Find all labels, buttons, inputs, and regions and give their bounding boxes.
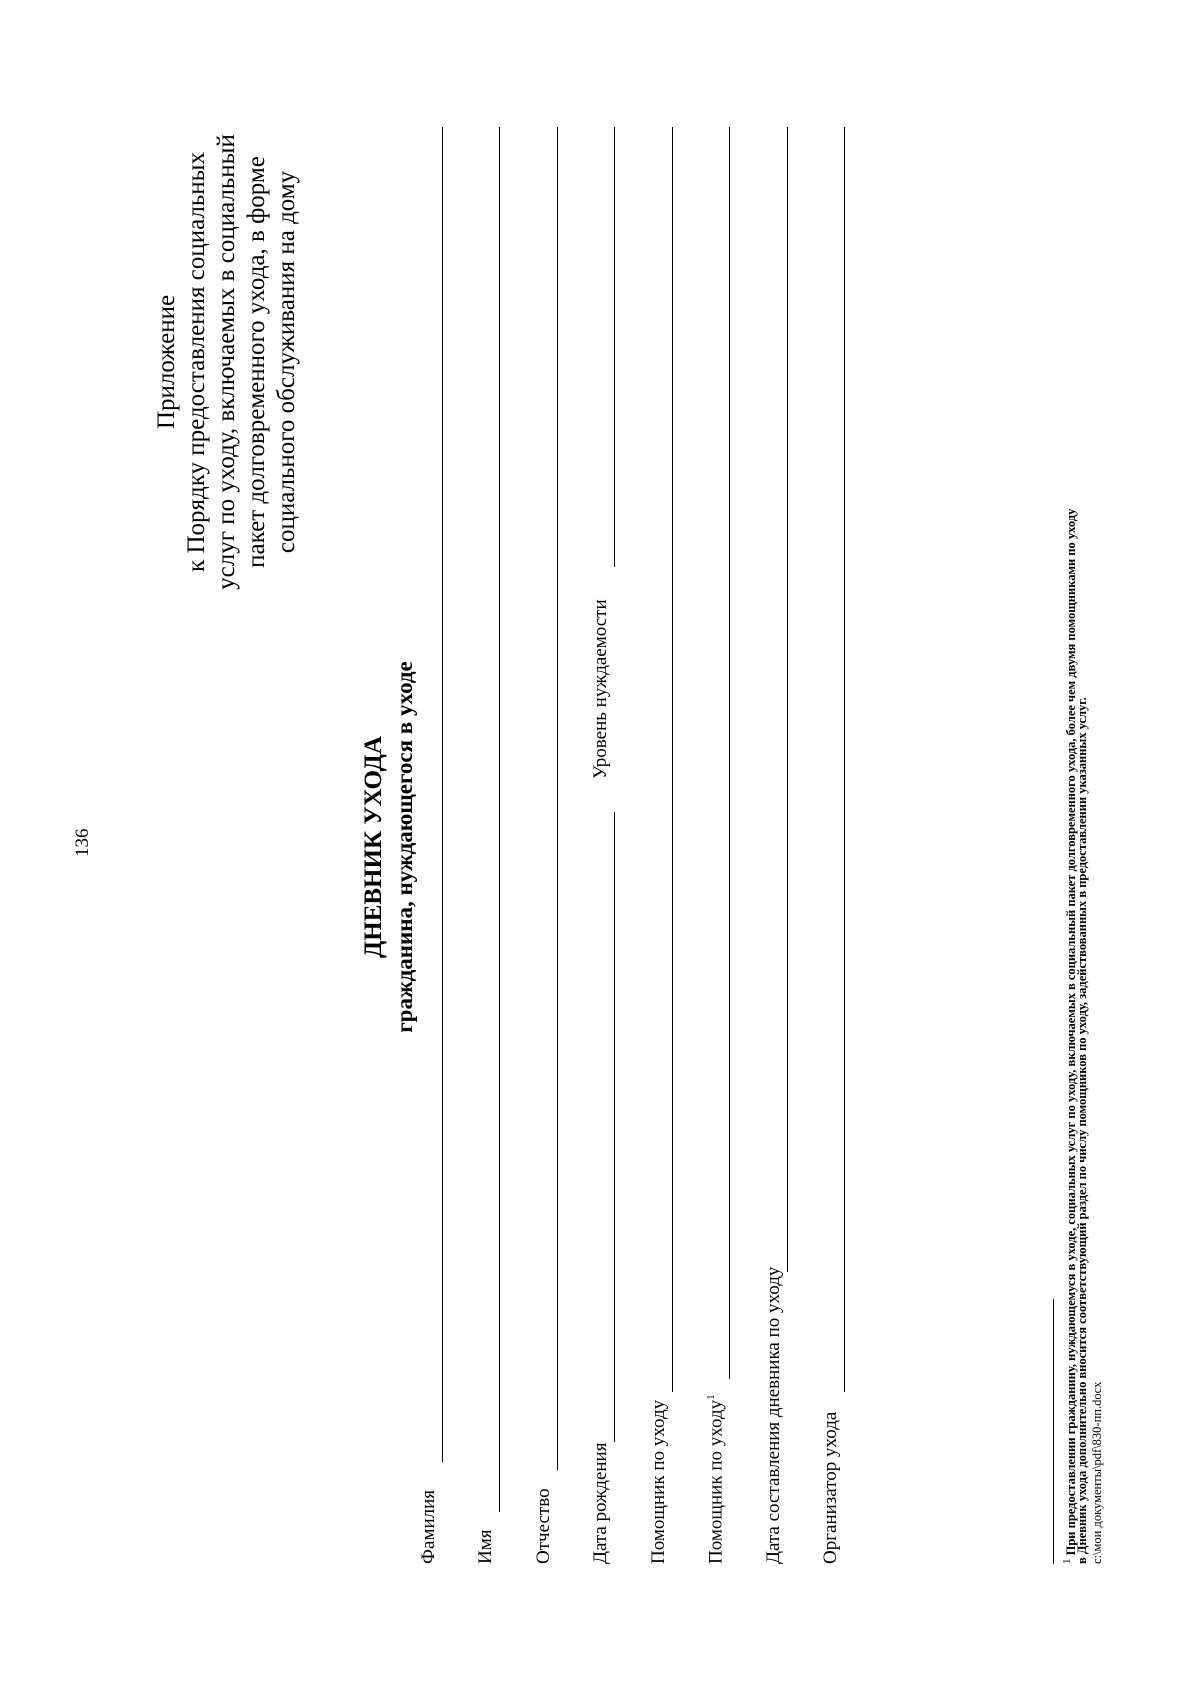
appendix-line: Приложение (153, 294, 180, 430)
diary-title: ДНЕВНИК УХОДА (360, 736, 387, 958)
page-number: 136 (72, 828, 93, 857)
field-label-assistant-1: Помощник по уходу (648, 1399, 669, 1564)
footnote-text-1: При предоставлении гражданину, нуждающемуся в уходе, социальных услуг по уходу, включаемых в социальный пакет долговременного ухода, более чем двумя помощниками по уходу (1064, 508, 1079, 1556)
field-label-need-level: Уровень нуждаемости (590, 599, 611, 779)
diary-date-input-line[interactable] (787, 127, 788, 1272)
footnote-file-path: c:\мои документы\pdf\830-пп.docx (1090, 1381, 1104, 1564)
footnote-line-2 (1075, 114, 1089, 1564)
field-label-birth-date: Дата рождения (590, 1442, 611, 1564)
appendix-line: пакет долговременного ухода, в форме (243, 156, 270, 568)
name-input-line[interactable] (499, 127, 500, 1512)
footnote-reference[interactable]: 1 (705, 1394, 717, 1400)
appendix-block (152, 127, 302, 597)
field-label-patronymic: Отчество (533, 1488, 554, 1564)
field-label-diary-date: Дата составления дневника по уходу (763, 1266, 784, 1564)
organizer-input-line[interactable] (844, 127, 845, 1392)
diary-subtitle: гражданина, нуждающегося в уходе (392, 661, 417, 1033)
assistant-2-input-line[interactable] (729, 127, 730, 1379)
patronymic-input-line[interactable] (557, 127, 558, 1470)
birth-date-input-line[interactable] (614, 812, 615, 1442)
footnote-mark: 1 (1061, 1558, 1073, 1564)
field-label-organizer: Организатор ухода (820, 1411, 841, 1564)
field-label-surname: Фамилия (418, 1489, 439, 1564)
need-level-input-line[interactable] (614, 127, 615, 567)
assistant-1-input-line[interactable] (672, 127, 673, 1392)
footnote-separator (1053, 1299, 1054, 1564)
surname-input-line[interactable] (442, 127, 443, 1462)
field-label-name: Имя (475, 1529, 496, 1564)
footnote-text-2: в Дневник ухода дополнительно вносится соответствующий раздел по числу помощников по уходу, задействованных в предоставлении указанных услуг. (1075, 697, 1089, 1564)
field-label-assistant-2 (705, 1394, 727, 1564)
assistant-2-text: Помощник по уходу (705, 1399, 727, 1564)
appendix-line: к Порядку предоставления социальных (183, 152, 210, 572)
appendix-line: услуг по уходу, включаемых в социальный (213, 134, 240, 590)
appendix-line: социального обслуживания на дому (273, 170, 300, 554)
